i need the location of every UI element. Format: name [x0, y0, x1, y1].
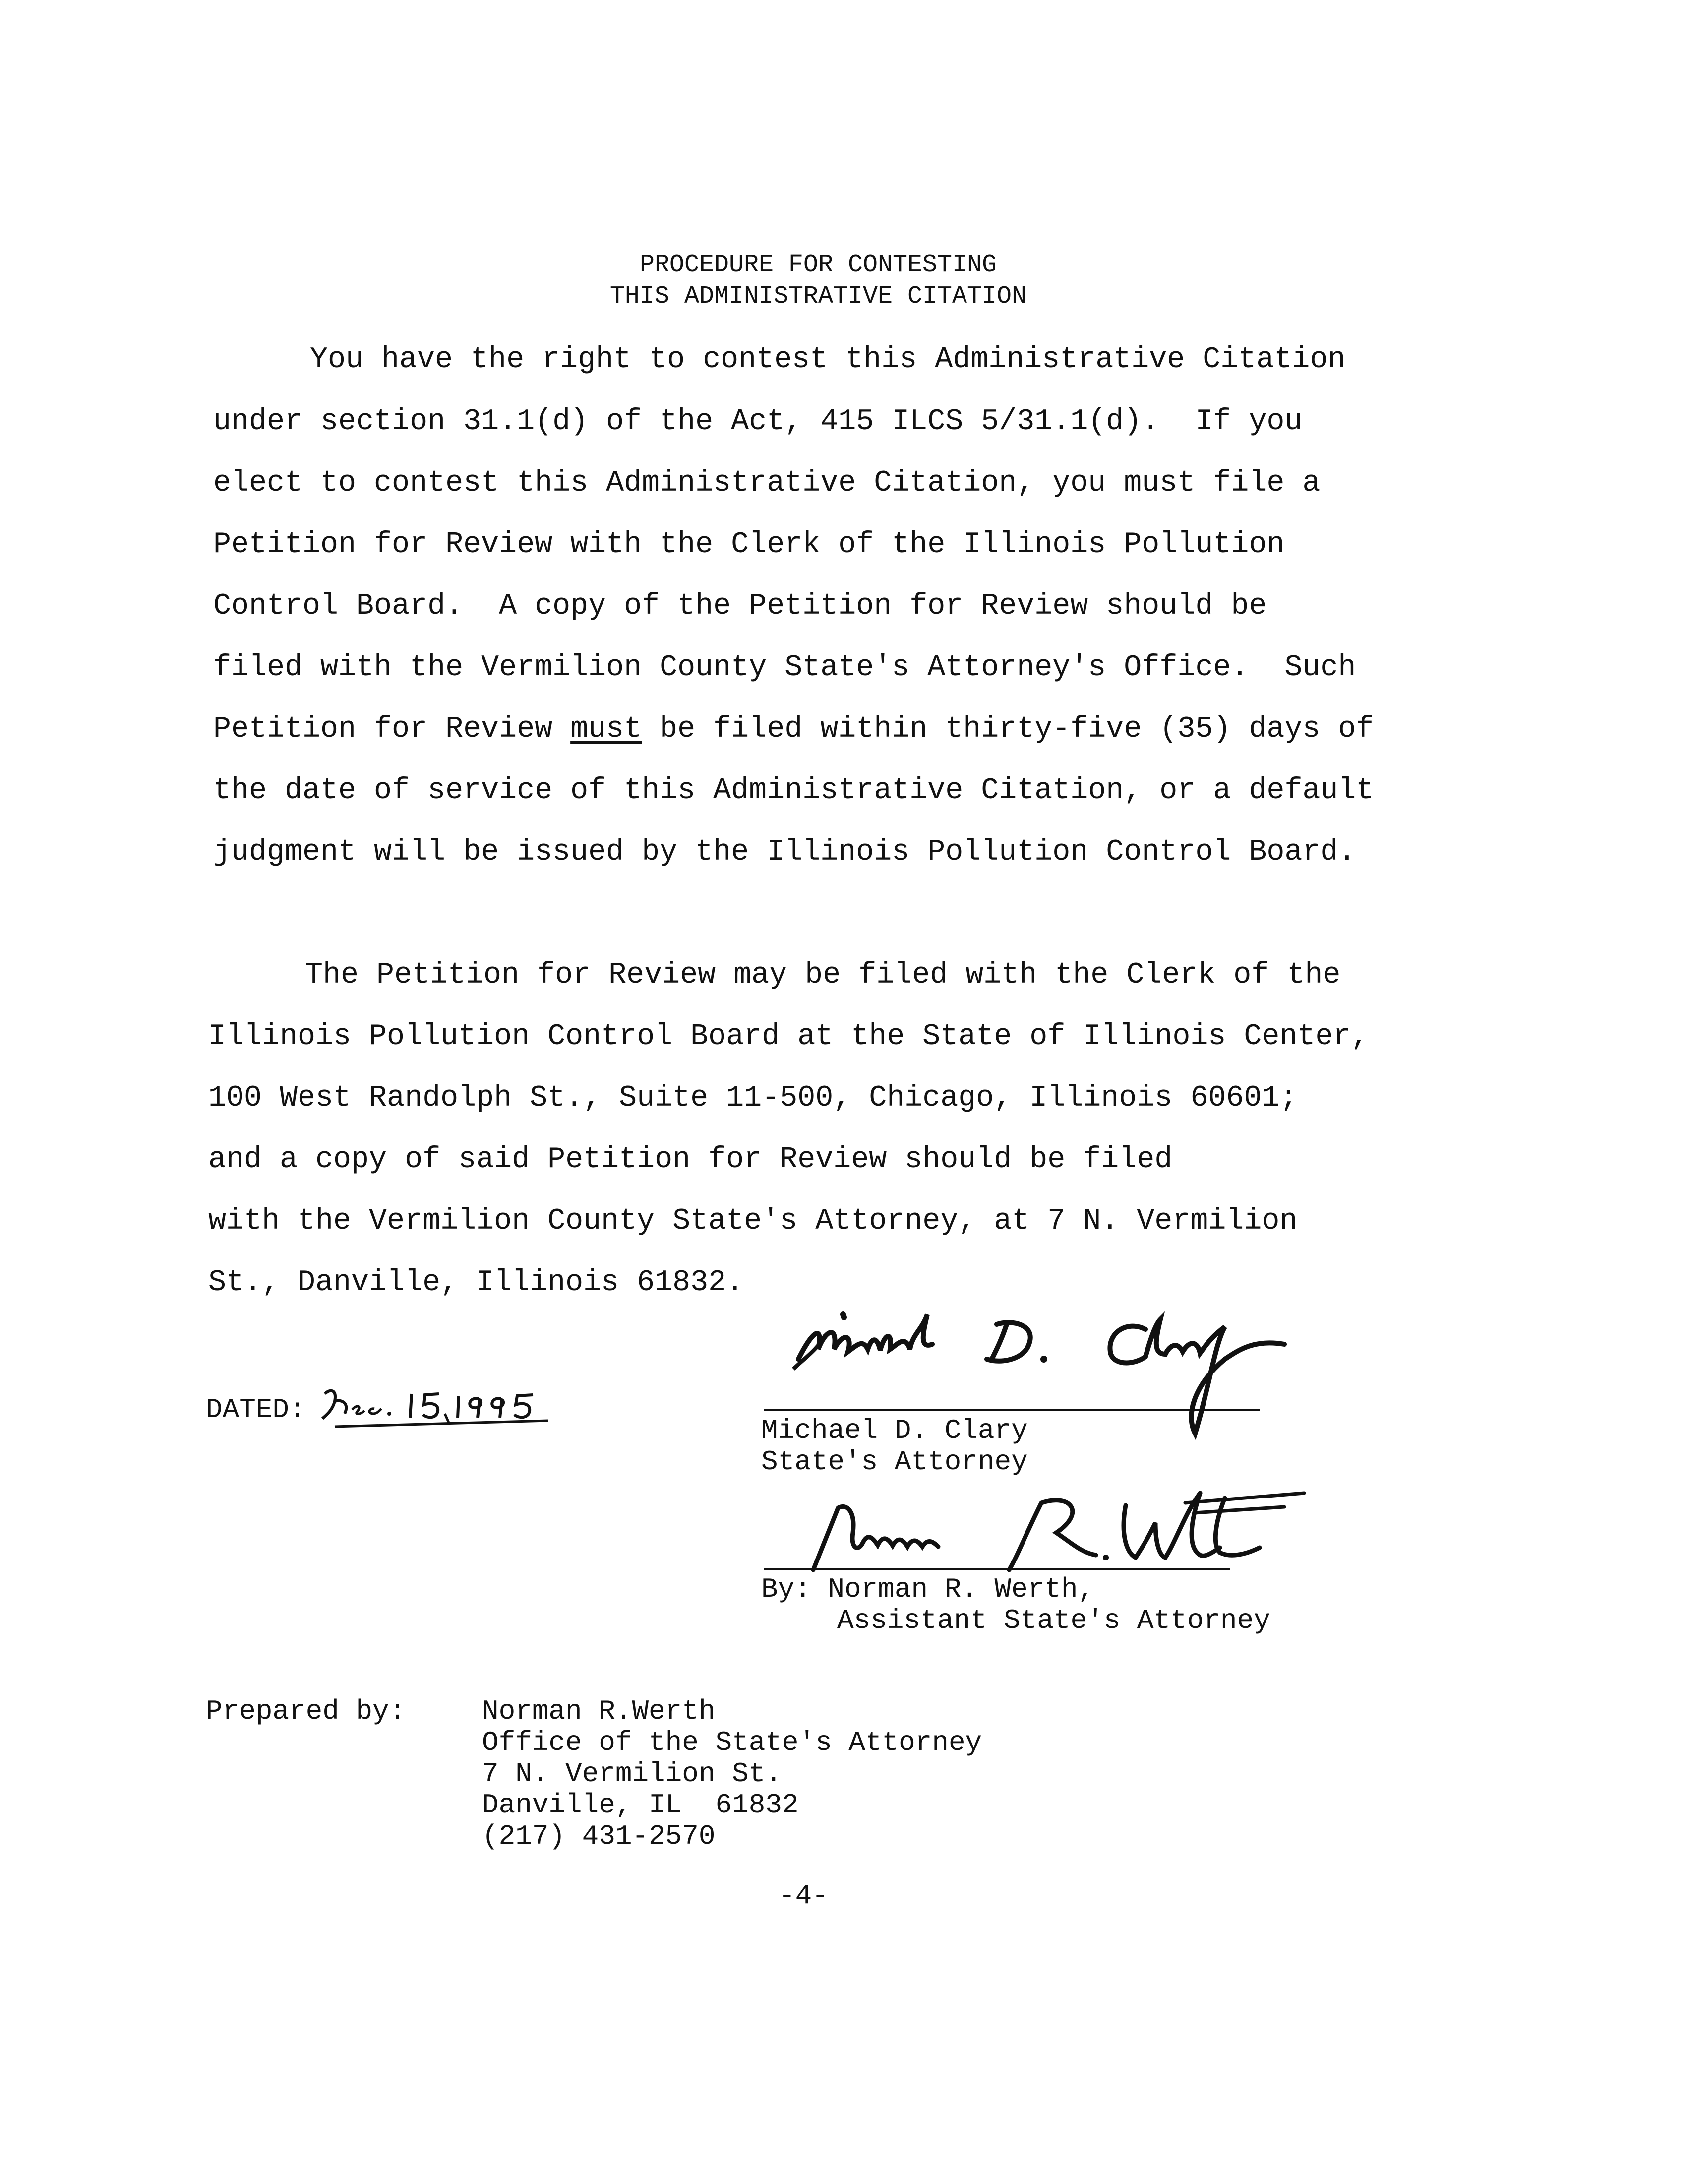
signature-norman-r-werth	[808, 1483, 1319, 1577]
preparer-phone: (217) 431-2570	[482, 1820, 716, 1852]
heading-line-2: THIS ADMINISTRATIVE CITATION	[609, 282, 1027, 311]
heading-line-1: PROCEDURE FOR CONTESTING	[639, 251, 997, 279]
primary-signer-name: Michael D. Clary	[761, 1415, 1028, 1446]
paragraph-line: Illinois Pollution Control Board at the State of Illinois Center,	[208, 1020, 1369, 1054]
secondary-signer-title: Assistant State's Attorney	[837, 1605, 1270, 1636]
prepared-by-label: Prepared by:	[206, 1695, 406, 1727]
secondary-signer-name: By: Norman R. Werth,	[761, 1573, 1095, 1605]
emphasis-must: must	[570, 712, 642, 746]
paragraph-line: under section 31.1(d) of the Act, 415 ILCS 5/31.1(d). If you	[213, 405, 1303, 438]
paragraph-line	[213, 712, 1374, 747]
paragraph-line: Control Board. A copy of the Petition for Review should be	[213, 589, 1267, 623]
paragraph-line: judgment will be issued by the Illinois Pollution Control Board.	[213, 835, 1356, 869]
primary-signer-title: State's Attorney	[761, 1446, 1028, 1478]
paragraph-line: and a copy of said Petition for Review should be filed	[208, 1143, 1173, 1177]
page-number: -4-	[779, 1880, 829, 1912]
paragraph-line: the date of service of this Administrative Citation, or a default	[213, 774, 1374, 808]
paragraph-line: Petition for Review with the Clerk of the Illinois Pollution	[213, 528, 1285, 562]
paragraph-line: You have the right to contest this Administrative Citation	[310, 343, 1346, 376]
paragraph-line: elect to contest this Administrative Citation, you must file a	[213, 466, 1321, 500]
paragraph-line: St., Danville, Illinois 61832.	[208, 1266, 744, 1300]
paragraph-line: 100 West Randolph St., Suite 11-500, Chicago, Illinois 60601;	[208, 1081, 1298, 1115]
paragraph-line: with the Vermilion County State's Attorney, at 7 N. Vermilion	[208, 1204, 1298, 1238]
paragraph-text: Petition for Review	[213, 712, 571, 746]
paragraph-line: filed with the Vermilion County State's Attorney's Office. Such	[213, 651, 1356, 685]
paragraph-text: be filed within thirty-five (35) days of	[642, 712, 1374, 746]
dated-label: DATED:	[206, 1394, 306, 1426]
handwritten-date	[315, 1379, 573, 1438]
preparer-office: Office of the State's Attorney	[482, 1727, 982, 1758]
signature-line	[764, 1568, 1230, 1570]
paragraph-line: The Petition for Review may be filed with the Clerk of the	[305, 958, 1341, 992]
preparer-city: Danville, IL 61832	[482, 1789, 799, 1821]
preparer-street: 7 N. Vermilion St.	[482, 1758, 782, 1790]
preparer-name: Norman R.Werth	[482, 1695, 716, 1727]
signature-line	[764, 1409, 1260, 1411]
